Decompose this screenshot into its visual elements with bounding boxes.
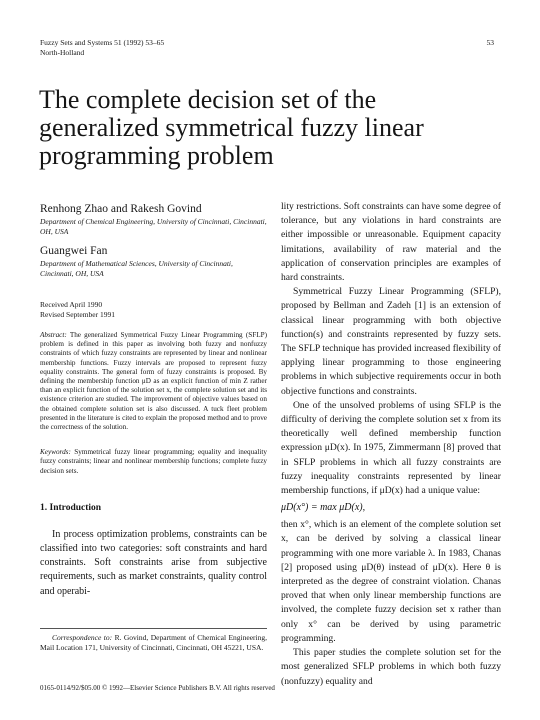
abstract-text: The generalized Symmetrical Fuzzy Linear Programming (SFLP) problem is defined in this paper as involving both fuzzy and nonfuzzy constraints of which fuzzy constraints are represented by linear and nonlinear membership functions. Fuzzy intervals are proposed to represent fuzzy equality constraints. The general form of fuzzy constraints is proposed. By defining the membership function μD as an explicit function of min Z rather than an explicit function of the solution set x, the complete solution set and its existence criterion are studied. The improvement of objective values based on the obtained complete solution set is also discussed. A tuck fleet problem presented in the literature is cited to explain the proposed method and to prove the correctness of the solution. xyxy=(40,331,267,432)
paragraph: Symmetrical Fuzzy Linear Programming (SFLP), proposed by Bellman and Zadeh [1] is an extension of classical linear programming with both objective function(s) and constraints represented by fuzzy sets. The SFLP technique has provided increased flexibility of applying linear programming to those engineering problems in which subjective requirements occur in both objective functions and constraints. xyxy=(281,286,501,397)
received-dates xyxy=(40,300,267,319)
abstract-label: Abstract: xyxy=(40,331,67,339)
footnote-label: Correspondence to: xyxy=(52,633,113,642)
publisher: North-Holland xyxy=(40,48,85,57)
section-heading: 1. Introduction xyxy=(40,502,102,513)
left-column xyxy=(40,200,267,599)
abstract xyxy=(40,331,267,432)
author-affiliation: Department of Chemical Engineering, University of Cincinnati, Cincinnati, OH, USA xyxy=(40,217,267,236)
keywords-label: Keywords: xyxy=(40,448,71,457)
revised-date: Revised September 1991 xyxy=(40,309,115,319)
author-names: Renhong Zhao and Rakesh Govind xyxy=(40,203,202,215)
running-header xyxy=(40,38,164,58)
equation: μD(x°) = max μD(x), xyxy=(281,502,366,514)
paragraph: lity restrictions. Soft constraints can have some degree of tolerance, but any violations in hard constraints are either impossible or unreasonable. Equipment capacity limitations, availability of raw material and the application of conservation principles are examples of hard constraints. xyxy=(281,201,501,284)
journal-citation: Fuzzy Sets and Systems 51 (1992) 53–65 xyxy=(40,38,165,47)
right-column xyxy=(281,200,501,689)
correspondence-footnote xyxy=(40,628,267,653)
copyright-footer: 0165-0114/92/$05.00 © 1992—Elsevier Science Publishers B.V. All rights reserved xyxy=(40,684,275,692)
paragraph: One of the unsolved problems of using SFLP is the difficulty of deriving the complete solution set x from its theoretically well defined membership function expression μD(x). In 1975, Zimmermann [8] proved that in SFLP problems in which all fuzzy constraints are fuzzy inequality constraints represented by linear membership functions, if μD(x) had a unique value: xyxy=(281,399,501,497)
received-date: Received April 1990 xyxy=(40,300,103,309)
paragraph: then x°, which is an element of the complete solution set x, can be derived by solving a classical linear programming with one more variable λ. In 1983, Chanas [2] proposed using μD(θ) instead of μD(x). Here θ is interpreted as the degree of constraint violation. Chanas proved that when only linear membership functions are involved, the complete fuzzy decision set x rather than only x° can be derived by using parametric programming. xyxy=(281,519,501,644)
keywords xyxy=(40,448,267,476)
introduction-paragraph: In process optimization problems, constraints can be classified into two categories: soft constraints and hard constraints. Soft constraints arise from subjective requirements, such as market constraints, quality control and operabi- xyxy=(40,528,267,597)
page-number: 53 xyxy=(486,38,494,47)
author-names: Guangwei Fan xyxy=(40,245,108,257)
paragraph: This paper studies the complete solution set for the most generalized SFLP problems in which both fuzzy (nonfuzzy) equality and xyxy=(281,647,501,687)
author-affiliation: Department of Mathematical Sciences, University of Cincinnati, Cincinnati, OH, USA xyxy=(40,259,233,278)
footnote-text: R. Govind, Department of Chemical Engineering, Mail Location 171, University of Cincinnati, Cincinnati, OH 45221, USA. xyxy=(40,633,268,652)
keywords-text: Symmetrical fuzzy linear programming; equality and inequality fuzzy constraints; linear and nonlinear membership functions; complete fuzzy decision sets. xyxy=(40,448,268,475)
article-title: The complete decision set of the generalized symmetrical fuzzy linear programming problem xyxy=(39,85,424,170)
